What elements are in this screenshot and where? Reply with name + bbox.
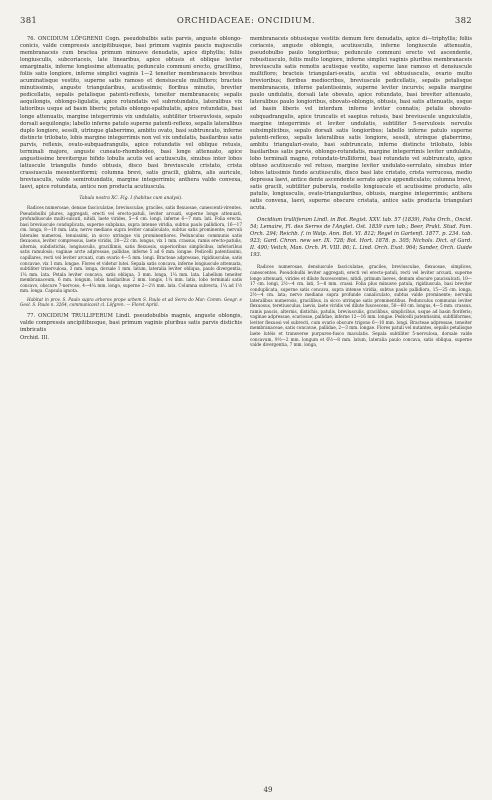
citation-block: Oncidium trulliferum Lindl. in Bot. Regist. XXV. tab. 57 (1839), Folia Orch., Oncid. 54; Lemaire, Fl. des Serres de l'Anglet. Ost. 1839 cum tab.; Beer, Prakt. Stud. Fam. Orch. 294; Reichb. f. in Walp. Ann. Bot. VI. 812; Regel in Gartenfl. 1877. p. 234. tab. 923; Gard. Chron. new ser. IX. 728; Bot. Hort. 1878. p. 305; Nichols. Dict. of Gard. II. 490; Veitch, Man. Orch. Pl. VIII. 86; L. Lind. Orch. Exot. 964; Sander, Orch. Guide 193. — [250, 217, 472, 259]
species-description-77-cont: membranaceis obtusisque vestitis demum fere denudatis, apice di—triphyllis; foliis coriaceis, anguste oblongis, acutiusculis, inferne longiuscule attenuatis, pseudobulbo paulo longioribus; pedunculo communi erecto vel ascendente, robustiusculo, foliis multo longiore, inferne simplici vaginis pluribus membranaceis breviusculis satis remotis acutisque vestito, superne laxe ramoso et densiuscule multifloro; bracteis triangulari-ovatis, acutis vel obtusiusculis, ovario multo brevioribus; floribus mediocribus, breviuscule pedicellatis, sepalis petalisque membranaceis, inferne patentissimis, superne leviter incurvis; sepalis margine paulo undulatis, dorsali late obovato, apice rotundato, basi breviter attenuato, lateralibus paulo longioribus, obovato-oblongis, obtusis, basi satis attenuatis, usque ad basin liberis vel interdum inferne leviter connatis; petalis obovato-subquadrangulis, apice truncatis et saepius retusis, basi breviuscule unguiculatis, margine integerrimis et leviter undulatis, subtiliter 5-nervulosis nervulis subsimplicibus, sepalo dorsali satis longioribus; labello inferne patulo superne patenti-reflexo, sepalis lateralibus satis longiore, sessili, utrinque glaberrimo, ambitu triangulari-ovato, basi subtruncato, inferne distincte trilobato, lobis basilaribus satis parvis, oblongo-rotundatis, margine integerrimis leviter undulatis, lobo terminali magno, rotundato-trulliformi, basi rotundato vel subtruncato, apice obtuso acutiusculo vel retuso, margine leviter undulato-serrulato, sinubus inter lobos latissimis fundo acutiusculis, disco basi late cristato, crista verrucosa, medio depressa laevi, antice dente ascendente serrato apice appendiculato; columna brevi, satis gracili, subtiliter puberula, rostello longiuscule et acutissime producto, alis patulis, longiusculis, ovato-triangularibus, obtusis, margine integerrimis; anthera satis convexa, laevi, superne obscure cristata, antice satis producta triangulari acuta. — [250, 36, 472, 212]
right-page-number: 382 — [454, 16, 472, 26]
habitat-note-76: Habitat in prov. S. Paulo supra arbores prope urbem S. Paulo et ad Serra do Mar: Comm. Geogr. e Geol. S. Paulo n. 3264, communicavit cl. Löfgren. — Floret Aprili. — [20, 296, 242, 308]
species-description-77-start: 77. ONCIDIUM TRULLIFERUM Lindl. pseudobulbis magnis, anguste oblongis, valde compressis ancipitibusque, basi primum vaginis pluribus satis parvis distichis imbricatis — [20, 312, 242, 334]
left-page-number: 381 — [20, 16, 38, 26]
two-column-body — [20, 36, 472, 348]
signature-mark: Orchid. III. — [20, 335, 50, 342]
detailed-description-76: Radices numerosae, densae fasciculatae, breviusculae, graciles, satis flexuosae, canescenti-virentes. Pseudobulbi plures, aggregati, erecti vel erecto-patuli, leviter arcuati, superne longe attenuati, profundiuscule multi-sulcati, nitidi, laete virides, 5—6 cm. longi, inferne 6—7 mm. lati. Folia erecta, basi breviuscule conduplicata, superne subplana, supra intense viridia, subtus paulo pallidiora, 16—17 cm. longa, 8—10 mm. lata; nervo mediano supra leviter canaliculato, subtus satis prominente; nervuli laterales numerosi, tenuissimi, in sicco utrinque vix prominentiores. Pedunculus communis satis flexuosus, leviter compressus, laete viridis, 20—22 cm. longus, vix 1 mm. crassus, ramis erecto-patulis, alternis, subdistichis, longiusculis, gracillimis, satis flexuosis, superioribus simplicibus, inferioribus satis ramulosis; vaginae arcte adpressae, pallidae, inferne 5 ad 6 mm. longae. Pedicelli patentissimi, capillares, recti vel leviter arcuati, cum ovario 4—5 mm. longi. Bracteae adpressae, rigidiusculae, satis concavae, vix 1 mm. longae. Flores et videtur lutei. Sepala satis concava, inferne longiuscule attenuata, subtiliter triservulosa, 3 mm. longa, dorsale 1 mm. latum, lateralia leviter obliqua, paulo divergentia, 1¼ mm. lata. Petala leviter concava, satis obliqua, 3 mm. longa, 1¼ mm. lata. Labellum teneiter membranaceum, 6 mm. longum, lobis basilaribus 2 mm. longis, 1¼ mm. latis, lobo terminali satis concavo, obscure 7-nervoso, 4—4¼ mm. longo, superne 2—2½ mm. lata. Columna subrecta, 1¼ ad 1½ mm. longa. Capsula ignota. — [20, 205, 242, 294]
sheet-number-text: 49 — [263, 786, 273, 794]
left-column — [20, 36, 242, 348]
plate-reference: Tabula nostra XC. Fig. I (habitus cum analysi). — [79, 196, 183, 202]
detailed-description-77: Radices numerosae, densiuscule fasciculatae, graciles, breviusculae, flexuosae, simplices, canescentes. Pseudobulbi leviter aggregati, erecti vel erecto-patuli, recti vel leviter arcuati, superne longe attenuati, virides et dilute fuscescentes, nitidi, primum laeves, demum obscure paucisulcati, 10—17 cm. longi, 2½—4 cm. lati, 5—8 mm. crassi. Folia plus minusve patula, rigidiuscula, basi breviter conduplicata, superne satis concava, supra intense viridia, subtus paulo pallidiora, 15—25 cm. longa, 2½—4 cm. lata; nervo mediano supra profunde canaliculato, subtus valde prominente; nervulis lateralibus numerosis, gracilibus, in sicco utrinque satis prominentibus. Pedunculus communis leviter flexuosus, teretiusculus, laevis, laete viridis vel dilute fuscescens, 50—60 cm. longus, 4—5 mm. crassus, ramis paucis, alternis, distichis, patulis, breviusculis, gracilibus, simplicibus, usque ad basin floriferis; vaginae adpressae, scariosae, pallidae, inferne 12—16 mm. longae. Pedicelli patentissimi, subfiliformes, leviter flexuosi vel subrecti, cum ovario obscure trigono 6—10 mm. longi. Bracteae adpressae, teneiter membranaceae, satis concavae, pallidae, 2—3 mm. longae. Flores patuli vel nutantes, sepalis petalisque laete lutéis et transverse purpureo-fusco maculatis. Sepala subtiliter 5-nervulosa, dorsale valde concavum, 9½—2 mm. longum et 6½—8 mm. latum, lateralia paulo concava, satis obliqua, superne valde divergentia, 7 mm. longa, — [250, 264, 472, 348]
species-description-76: 76. ONCIDIUM LÖFGRENII Cogn. pseudobulbis satis parvis, anguste oblongo-conicis, valde compressis ancipitibusque, basi primum vaginis paucis majusculis membranaceis cum bractea primum minusve denudatis, apice diphyllis; foliis longiusculis, subcoriaceis, late linearibus, apice obtusis et oblique leviter emarginatis, inferne longissime attenuatis; pedunculo communi erecto, gracillimo, foliis satis longiore, inferne simplici vaginis 1—2 teneiter membranaceis brevibus acuminatisque vestito, superne satis ramoso et densiuscule multifloro; bracteis minutissimis, anguste triangularibus, acutissimis; floribus minutis, breviter pedicellatis, sepalis petalisque patenti-reflexis, teneiter membranaceis; sepalis aequilongis, oblongo-ligulatis, apice rotundatis vel subrotundatis, lateralibus vix latioribus usque ad basin liberis; petalis oblongo-spathulatis, apice rotundatis, basi longe attenuatis, margine integerrimis vix undulatis, subtiliter triseruvlosis, sepalo dorsali aequilongis; labello inferne patulo superne patenti-reflexo, sepalis lateralibus duplo longiore, sessili, utrinque glaberrimo, ambitu ovato, basi subtruncato, inferne distincte trilobato, lobis margine integerrimis non vel vix undulatis, basilaribus satis parvis, reflexis, ovato-subquadrangulis, apice rotundatis vel oblique retusis, terminali majore, anguste cuneato-rhomboideo, basi longe attenuato, apice angustissime breviterque bifido lobulis acutis vel acutiusculis, sinubus inter lobos latiuscule triangulis fundo obtusis, disco basi breviuscule cristato, crista crassiuscula mesenteriformi; columna brevi, satis gracili, glabra, alis auricule, breviusculis, valde semirotundatis, margine integerrimis; anthera valde convexa, laevi, apice rotundata, antice non producta acutiuscula. — [20, 36, 242, 190]
sheet-number — [0, 786, 492, 794]
running-title: ORCHIDACEAE: ONCIDIUM. — [176, 16, 316, 26]
page-header — [20, 16, 472, 30]
right-column — [250, 36, 472, 348]
